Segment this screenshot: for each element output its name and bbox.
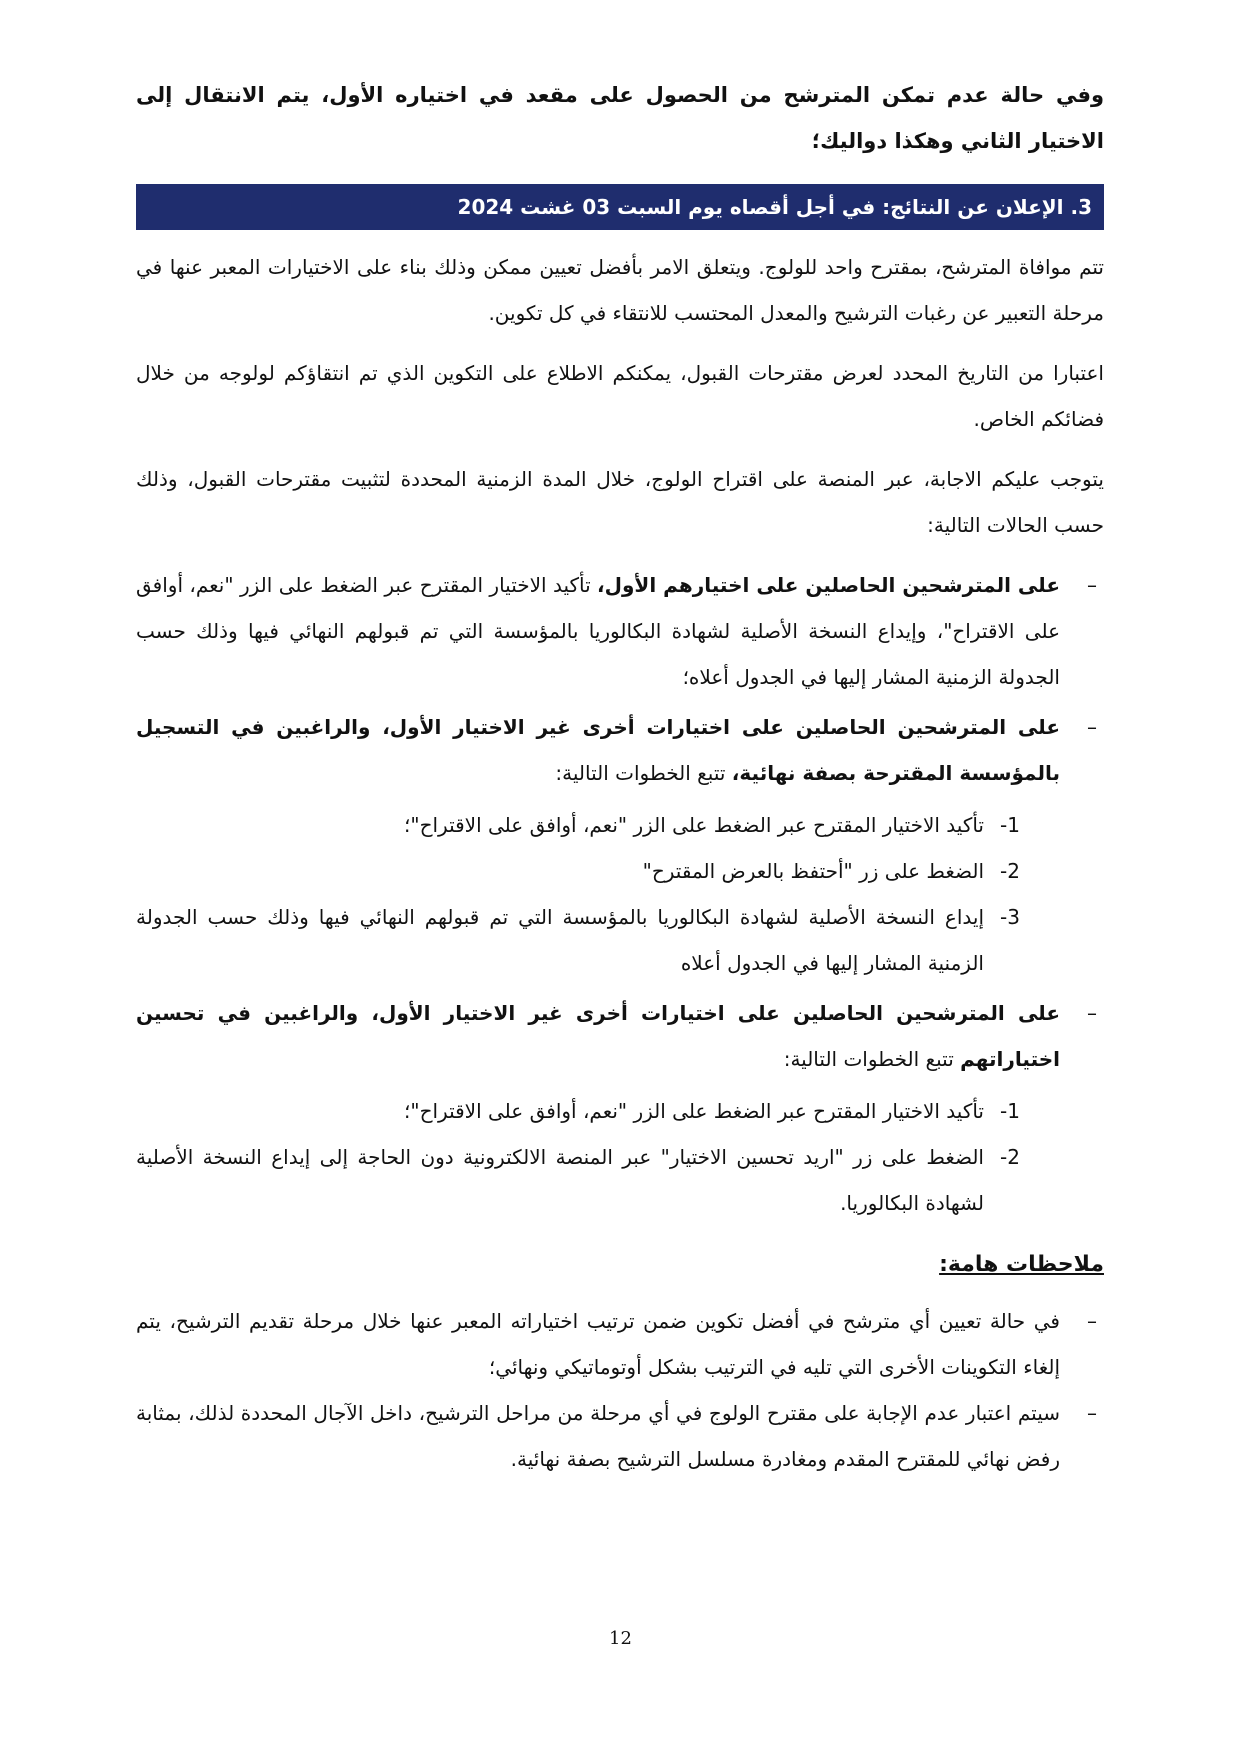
step-number: 1- [1000,813,1020,837]
case-bold-text: على المترشحين الحاصلين على اختيارات أخرى غير الاختيار الأول، والراغبين في التسجيل بالمؤسسة المقترحة بصفة نهائية، [136,715,1060,785]
bullet-dash: – [1087,573,1097,597]
list-item [136,990,1104,1226]
step-item [136,1134,1020,1226]
step-number: 2- [1000,859,1020,883]
step-text: تأكيد الاختيار المقترح عبر الضغط على الزر "نعم، أوافق على الاقتراح"؛ [404,1099,984,1123]
case-bold-text: على المترشحين الحاصلين على اختيارهم الأول، [597,573,1060,597]
section-header-bar [136,184,1104,230]
step-text: الضغط على زر "اريد تحسين الاختيار" عبر المنصة الالكترونية دون الحاجة إلى إيداع النسخة الأصلية لشهادة البكالوريا. [136,1145,984,1215]
notes-list [136,1298,1104,1482]
list-item [136,704,1104,986]
case-text: تأكيد الاختيار المقترح عبر الضغط على الزر "نعم، أوافق على الاقتراح"، وإيداع النسخة الأصلية لشهادة البكالوريا بالمؤسسة التي تم قبولهم النهائي فيها وذلك حسب الجدولة الزمنية المشار إليها في الجدول أعلاه؛ [136,573,1060,689]
steps-list [136,1088,1060,1226]
step-item [136,848,1020,894]
page-number: 12 [609,1628,632,1649]
intro-paragraph: وفي حالة عدم تمكن المترشح من الحصول على مقعد في اختياره الأول، يتم الانتقال إلى الاختيار الثاني وهكذا دواليك؛ [136,83,1104,153]
step-number: 3- [1000,905,1020,929]
steps-list [136,802,1060,986]
bullet-dash: – [1087,1001,1097,1025]
step-number: 2- [1000,1145,1020,1169]
step-text: إيداع النسخة الأصلية لشهادة البكالوريا بالمؤسسة التي تم قبولهم النهائي فيها وذلك حسب الجدولة الزمنية المشار إليها في الجدول أعلاه [136,905,984,975]
list-item [136,562,1104,700]
note-text: في حالة تعيين أي مترشح في أفضل تكوين ضمن ترتيب اختياراته المعبر عنها خلال مرحلة تقديم الترشيح، يتم إلغاء التكوينات الأخرى التي تليه في الترتيب بشكل أوتوماتيكي ونهائي؛ [136,1309,1060,1379]
page-content [136,72,1104,1482]
bullet-dash: – [1087,1401,1097,1425]
step-number: 1- [1000,1099,1020,1123]
notes-heading: ملاحظات هامة: [939,1252,1104,1277]
note-text: سيتم اعتبار عدم الإجابة على مقترح الولوج في أي مرحلة من مراحل الترشيح، داخل الآجال المحددة لذلك، بمثابة رفض نهائي للمقترح المقدم ومغادرة مسلسل الترشيح بصفة نهائية. [136,1401,1060,1471]
paragraph-offer: تتم موافاة المترشح، بمقترح واحد للولوج. ويتعلق الامر بأفضل تعيين ممكن وذلك بناء على الاختيارات المعبر عنها في مرحلة التعبير عن رغبات الترشيح والمعدل المحتسب للانتقاء في كل تكوين. [136,255,1104,325]
paragraph-consult: اعتبارا من التاريخ المحدد لعرض مقترحات القبول، يمكنكم الاطلاع على التكوين الذي تم انتقاؤكم لولوجه من خلال فضائكم الخاص. [136,361,1104,431]
step-text: تأكيد الاختيار المقترح عبر الضغط على الزر "نعم، أوافق على الاقتراح"؛ [404,813,984,837]
list-item [136,1298,1104,1390]
case-text: تتبع الخطوات التالية: [783,1047,961,1071]
bullet-dash: – [1087,1309,1097,1333]
case-text: تتبع الخطوات التالية: [555,761,732,785]
step-item [136,802,1020,848]
paragraph-response: يتوجب عليكم الاجابة، عبر المنصة على اقتراح الولوج، خلال المدة الزمنية المحددة لتثبيت مقترحات القبول، وذلك حسب الحالات التالية: [136,467,1104,537]
step-item [136,1088,1020,1134]
step-item [136,894,1020,986]
cases-list [136,562,1104,1226]
step-text: الضغط على زر "أحتفظ بالعرض المقترح" [642,859,984,883]
bullet-dash: – [1087,715,1097,739]
case-bold-text: على المترشحين الحاصلين على اختيارات أخرى غير الاختيار الأول، والراغبين في تحسين اختياراتهم [136,1001,1060,1071]
list-item [136,1390,1104,1482]
section-title: 3. الإعلان عن النتائج: في أجل أقصاه يوم السبت 03 غشت 2024 [457,195,1092,219]
